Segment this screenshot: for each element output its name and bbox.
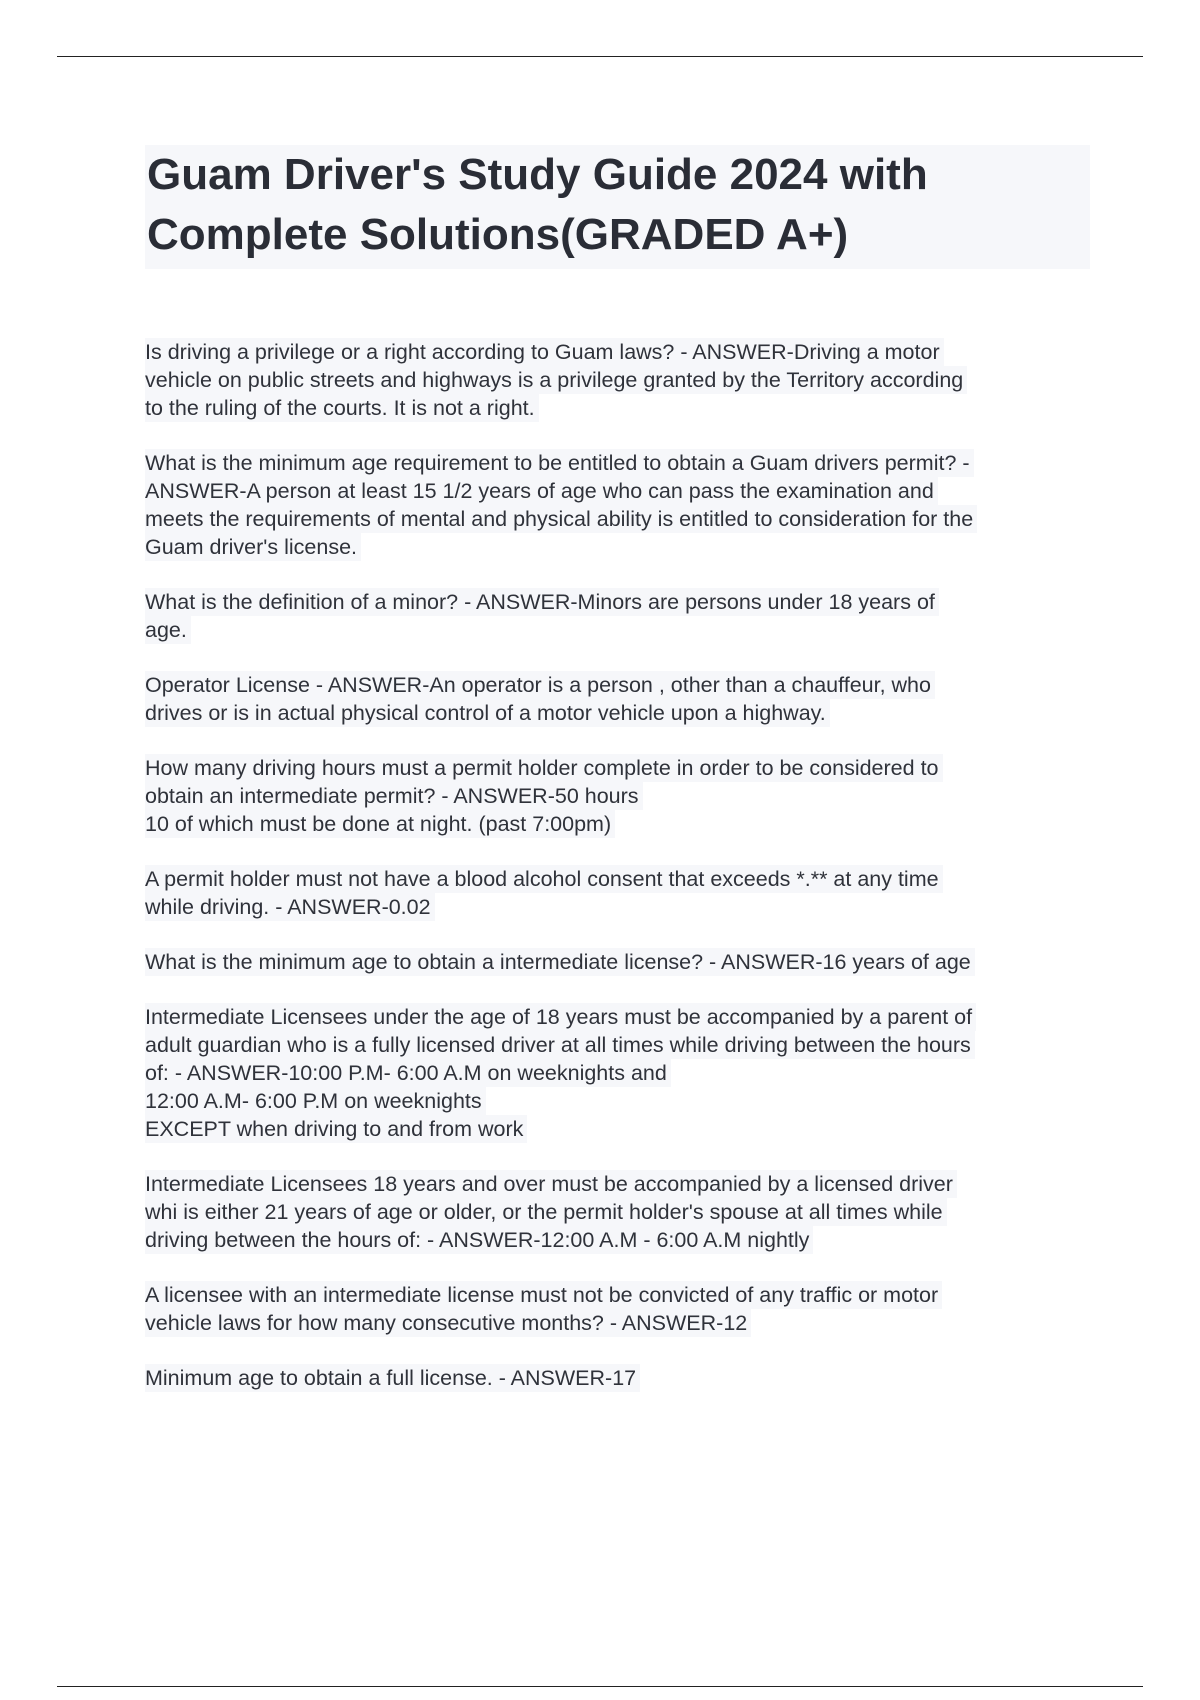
qa-item bbox=[145, 449, 1105, 561]
qa-item bbox=[145, 754, 1105, 838]
qa-text-line: A permit holder must not have a blood alcohol consent that exceeds *.** at any time bbox=[145, 865, 943, 893]
qa-item bbox=[145, 588, 1105, 644]
qa-text-line: EXCEPT when driving to and from work bbox=[145, 1115, 527, 1143]
qa-text-line: A licensee with an intermediate license must not be convicted of any traffic or motor bbox=[145, 1281, 942, 1309]
qa-text-line: Intermediate Licensees under the age of 18 years must be accompanied by a parent of bbox=[145, 1003, 976, 1031]
qa-text-line: age. bbox=[145, 616, 191, 644]
document-title bbox=[145, 145, 1090, 269]
qa-item bbox=[145, 1003, 1105, 1143]
qa-text-line: meets the requirements of mental and physical ability is entitled to consideration for the bbox=[145, 505, 977, 533]
qa-text-line: obtain an intermediate permit? - ANSWER-50 hours bbox=[145, 782, 643, 810]
qa-item bbox=[145, 338, 1105, 422]
qa-text-line: vehicle laws for how many consecutive months? - ANSWER-12 bbox=[145, 1309, 751, 1337]
qa-text-line: What is the minimum age requirement to be entitled to obtain a Guam drivers permit? - bbox=[145, 449, 974, 477]
qa-text-line: Minimum age to obtain a full license. - ANSWER-17 bbox=[145, 1364, 640, 1392]
qa-text-line: adult guardian who is a fully licensed driver at all times while driving between the hours bbox=[145, 1031, 975, 1059]
qa-text-line: ANSWER-A person at least 15 1/2 years of age who can pass the examination and bbox=[145, 477, 938, 505]
header-rule bbox=[57, 56, 1143, 57]
qa-text-line: drives or is in actual physical control of a motor vehicle upon a highway. bbox=[145, 699, 830, 727]
qa-text-line: Guam driver's license. bbox=[145, 533, 361, 561]
qa-text-line: What is the minimum age to obtain a intermediate license? - ANSWER-16 years of age bbox=[145, 948, 975, 976]
qa-text-line: Intermediate Licensees 18 years and over must be accompanied by a licensed driver bbox=[145, 1170, 957, 1198]
qa-text-line: driving between the hours of: - ANSWER-12:00 A.M - 6:00 A.M nightly bbox=[145, 1226, 813, 1254]
qa-text-line: 10 of which must be done at night. (past 7:00pm) bbox=[145, 810, 615, 838]
qa-item bbox=[145, 865, 1105, 921]
qa-text-line: whi is either 21 years of age or older, or the permit holder's spouse at all times while bbox=[145, 1198, 947, 1226]
footer-rule bbox=[57, 1686, 1143, 1687]
qa-item bbox=[145, 948, 1105, 976]
qa-text-line: Operator License - ANSWER-An operator is a person , other than a chauffeur, who bbox=[145, 671, 935, 699]
qa-text-line: to the ruling of the courts. It is not a right. bbox=[145, 394, 539, 422]
title-line-2: Complete Solutions(GRADED A+) bbox=[147, 210, 849, 259]
qa-text-line: vehicle on public streets and highways is a privilege granted by the Territory according bbox=[145, 366, 967, 394]
qa-item bbox=[145, 1170, 1105, 1254]
qa-list bbox=[145, 338, 1105, 1419]
qa-text-line: How many driving hours must a permit holder complete in order to be considered to bbox=[145, 754, 943, 782]
qa-item bbox=[145, 1364, 1105, 1392]
qa-item bbox=[145, 671, 1105, 727]
qa-text-line: 12:00 A.M- 6:00 P.M on weeknights bbox=[145, 1087, 486, 1115]
qa-item bbox=[145, 1281, 1105, 1337]
qa-text-line: Is driving a privilege or a right according to Guam laws? - ANSWER-Driving a motor bbox=[145, 338, 944, 366]
qa-text-line: while driving. - ANSWER-0.02 bbox=[145, 893, 435, 921]
qa-text-line: What is the definition of a minor? - ANSWER-Minors are persons under 18 years of bbox=[145, 588, 939, 616]
qa-text-line: of: - ANSWER-10:00 P.M- 6:00 A.M on weeknights and bbox=[145, 1059, 671, 1087]
title-line-1: Guam Driver's Study Guide 2024 with bbox=[147, 150, 928, 199]
